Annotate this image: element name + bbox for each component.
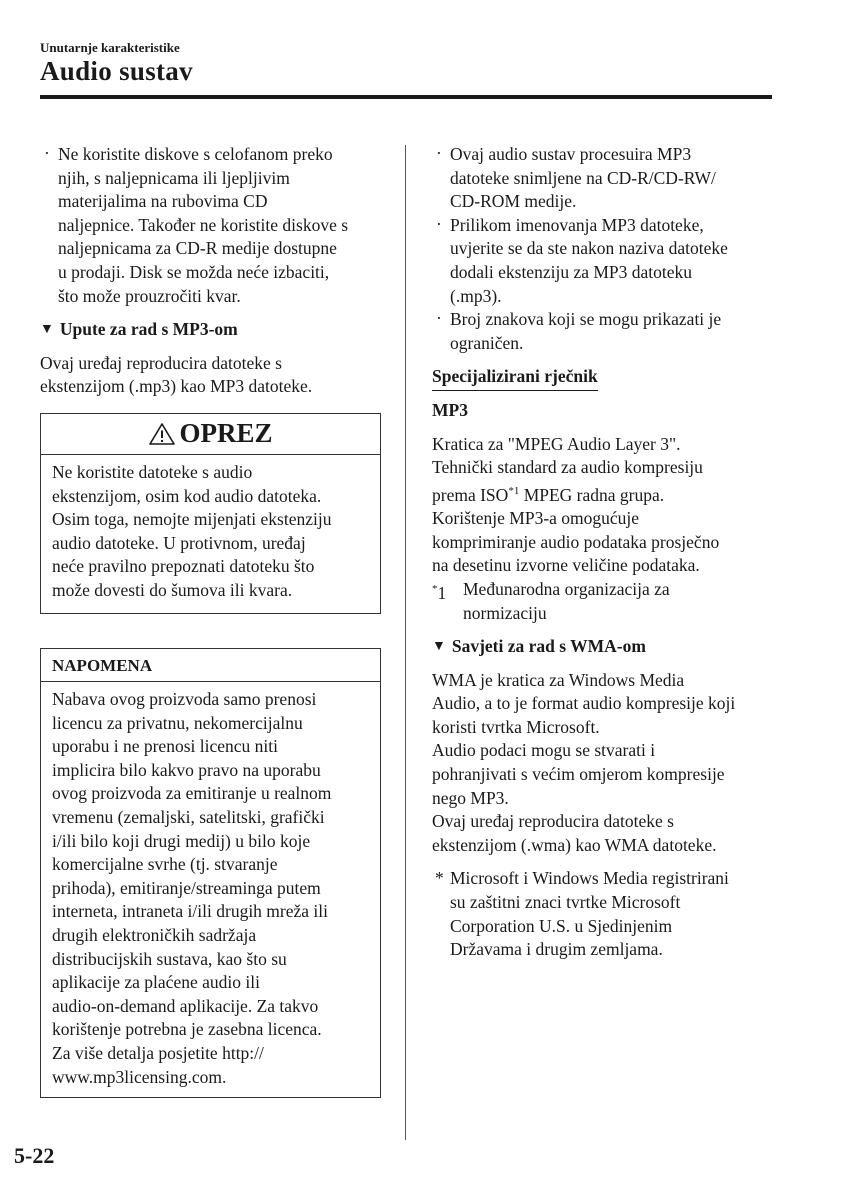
text-line: uporabu i ne prenosi licencu niti (52, 736, 278, 757)
text-line: Kratica za "MPEG Audio Layer 3". (432, 433, 681, 454)
bullet-item-mp3-media (432, 143, 777, 214)
note-box (40, 648, 381, 1099)
text-line: Audio, a to je format audio kompresije koji (432, 693, 736, 714)
right-column (432, 143, 777, 962)
text-line: pohranjivati s većim omjerom kompresije (432, 764, 725, 785)
note-body (41, 682, 380, 1097)
page-number: 5-22 (14, 1143, 55, 1168)
text-line: koristi tvrtka Microsoft. (432, 716, 600, 737)
text-line: Corporation U.S. u Sjedinjenim (450, 915, 673, 936)
text-line: komprimiranje audio podataka prosječno (432, 531, 720, 552)
bullet-item-character-limit (432, 308, 777, 355)
text-line: Ovaj uređaj reproducira datoteke s (432, 811, 674, 832)
text-line: vremenu (zemaljski, satelitski, grafički (52, 807, 325, 828)
text-line: Osim toga, nemojte mijenjati ekstenziju (52, 509, 332, 530)
text-line: (.mp3). (450, 285, 502, 306)
caution-header (41, 414, 380, 455)
text-line: na desetinu izvorne veličine podataka. (432, 555, 700, 576)
note-header: NAPOMENA (41, 649, 380, 683)
text-line: njih, s naljepnicama ili ljepljivim (58, 167, 290, 188)
text-line: naljepnicama za CD-R medije dostupne (58, 238, 337, 259)
text-line: korištenje potrebna je zasebna licenca. (52, 1019, 322, 1040)
bullet-item-file-naming (432, 214, 777, 308)
footnote (432, 578, 777, 625)
mp3-heading (40, 318, 385, 342)
caution-box (40, 413, 381, 614)
wma-heading-text: Savjeti za rad s WMA-om (451, 636, 646, 657)
trademark-note (432, 867, 777, 961)
text-line: interneta, intraneta i/ili drugih mreža ili (52, 901, 329, 922)
text-line: Ovaj uređaj reproducira datoteke s (40, 352, 282, 373)
text-line: Prilikom imenovanja MP3 datoteke, (450, 214, 704, 235)
mp3-heading-text: Upute za rad s MP3-om (59, 319, 238, 340)
text-line: Ne koristite datoteke s audio (52, 461, 253, 482)
text-line: Tehnički standard za audio kompresiju (432, 457, 703, 478)
text-line: distribucijskih sustava, kao što su (52, 948, 287, 969)
text-line: i/ili bilo koji drugi medij) u bilo koje (52, 830, 311, 851)
text-line: komercijalne svrhe (tj. stvaranje (52, 854, 278, 875)
text-line: što može prouzročiti kvar. (58, 285, 241, 306)
page-title: Audio sustav (40, 56, 193, 86)
text-line: Microsoft i Windows Media registrirani (450, 868, 729, 889)
triangle-down-icon: ▼ (40, 322, 54, 338)
text-line: Audio podaci mogu se stvarati i (432, 740, 656, 761)
column-divider (405, 145, 406, 1140)
text-line: Međunarodna organizacija za (463, 578, 670, 599)
text-line: Nabava ovog proizvoda samo prenosi (52, 689, 317, 710)
triangle-down-icon: ▼ (432, 639, 446, 655)
text-line: Ne koristite diskove s celofanom preko (58, 144, 333, 164)
text-line: ovog proizvoda za emitiranje u realnom (52, 783, 332, 804)
text-line: nego MP3. (432, 787, 509, 808)
text-line: ekstenzijom (.wma) kao WMA datoteke. (432, 834, 717, 855)
footnote-marker (432, 578, 446, 605)
text-line: Ovaj audio sustav procesuira MP3 (450, 144, 692, 164)
glossary-heading: Specijalizirani rječnik (432, 365, 598, 391)
mp3-paragraph (40, 352, 385, 399)
text-line: prihoda), emitiranje/streaminga putem (52, 877, 321, 898)
wma-paragraph (432, 669, 777, 858)
text-line: Korištenje MP3-a omogućuje (432, 508, 640, 529)
title-rule (40, 95, 772, 99)
text-line: materijalima na rubovima CD (58, 191, 268, 212)
text-line: licencu za privatnu, nekomercijalnu (52, 712, 303, 733)
text-line: www.mp3licensing.com. (52, 1066, 227, 1087)
text-line: ograničen. (450, 332, 524, 353)
section-label: Unutarnje karakteristike (40, 40, 180, 55)
text-line: može dovesti do šumova ili kvara. (52, 579, 293, 600)
text-line: naljepnice. Također ne koristite diskove s (58, 214, 349, 235)
text-line: normizaciju (463, 602, 547, 623)
bullet-dot-icon: · (44, 143, 50, 163)
text-line: dodali ekstenziju za MP3 datoteku (450, 261, 693, 282)
text-line: Broj znakova koji se mogu prikazati je (450, 309, 722, 330)
bullet-item-disc-labels (40, 143, 385, 308)
text-line: ekstenzijom (.mp3) kao MP3 datoteke. (40, 376, 313, 397)
text-line: audio datoteke. U protivnom, uređaj (52, 532, 306, 553)
left-column (40, 143, 385, 1098)
text-line: uvjerite se da ste nakon naziva datoteke (450, 238, 728, 259)
term-definition (432, 433, 777, 578)
bullet-dot-icon: · (436, 143, 442, 163)
caution-body (41, 455, 380, 613)
text-line: u prodaji. Disk se možda neće izbaciti, (58, 261, 330, 282)
text-line: drugih elektroničkih sadržaja (52, 925, 257, 946)
glossary-term: MP3 (432, 399, 468, 420)
text-line: aplikacije za plaćene audio ili (52, 972, 260, 993)
bullet-dot-icon: · (436, 213, 442, 234)
text-line: CD-ROM medije. (450, 191, 577, 212)
text-line: neće pravilno prepoznati datoteku što (52, 556, 315, 577)
text-line: ekstenzijom, osim kod audio datoteka. (52, 485, 322, 506)
text-fragment: prema ISO (432, 484, 509, 505)
footnote-star: * (432, 582, 438, 595)
footnote-reference: *1 (508, 484, 520, 497)
footnote-number: 1 (437, 582, 447, 603)
bullet-dot-icon: · (436, 308, 442, 329)
text-line: WMA je kratica za Windows Media (432, 669, 685, 690)
text-line: su zaštitni znaci tvrtke Microsoft (450, 892, 681, 913)
text-line-with-footnote (432, 480, 777, 507)
caution-title: OPREZ (179, 418, 273, 449)
text-line: Državama i drugim zemljama. (450, 939, 663, 960)
text-line: datoteke snimljene na CD-R/CD-RW/ (450, 167, 716, 188)
asterisk-marker: * (435, 868, 444, 889)
text-line: audio-on-demand aplikacije. Za takvo (52, 995, 319, 1016)
wma-heading (432, 635, 777, 659)
text-line: implicira bilo kakvo pravo na uporabu (52, 759, 321, 780)
warning-triangle-icon (148, 422, 176, 446)
text-fragment: MPEG radna grupa. (519, 484, 665, 505)
text-line: Za više detalja posjetite http:// (52, 1043, 264, 1063)
